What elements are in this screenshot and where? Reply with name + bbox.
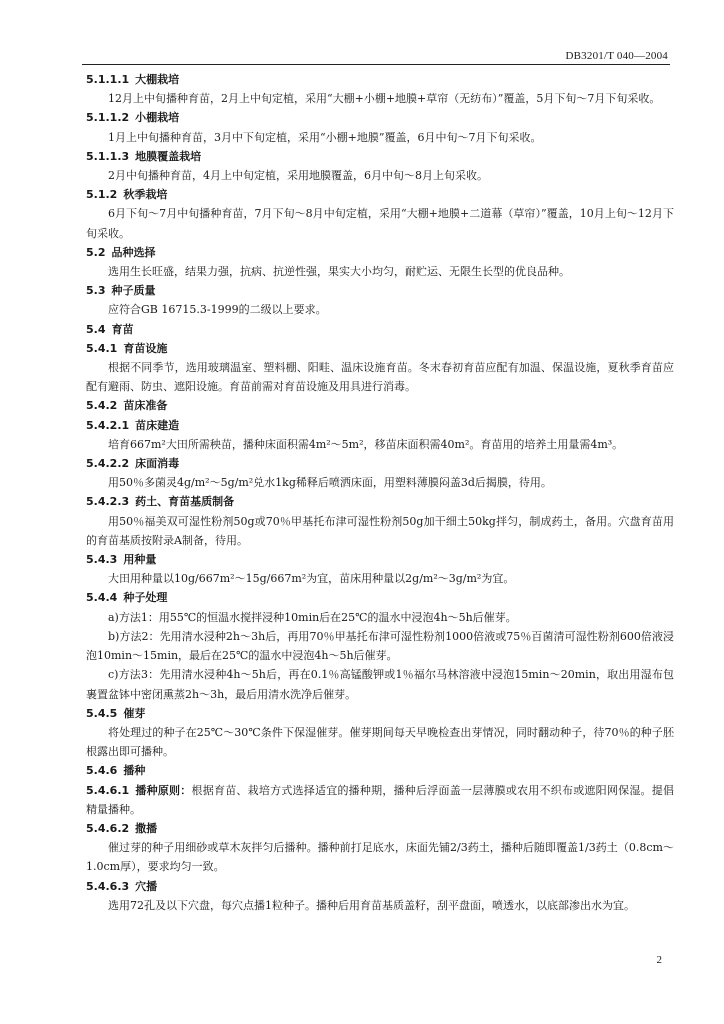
section-number: 5.1.1.2 — [86, 111, 130, 125]
section-title: 育苗 — [111, 322, 134, 336]
section-number: 5.4.3 — [86, 553, 118, 567]
paragraph: 培育667m²大田所需秧苗，播种床面积需4m²～5m²，移苗床面积需40m²。育苗用的培养土用量需4m³。 — [108, 437, 624, 451]
paragraph: 根据不同季节，选用玻璃温室、塑料棚、阳畦、温床设施育苗。冬末春初育苗应配有加温、保温设施，夏秋季育苗应配有避雨、防虫、遮阳设施。育苗前需对育苗设施及用具进行消毒。 — [86, 361, 674, 394]
run-in-heading-paragraph — [86, 781, 674, 819]
section-number: 5.1.1.1 — [86, 73, 130, 86]
section-title: 撒播 — [135, 821, 158, 835]
paragraph: 应符合GB 16715.3-1999的二级以上要求。 — [108, 303, 327, 317]
section-heading — [86, 588, 674, 607]
section-heading — [86, 704, 674, 723]
section-title: 用种量 — [123, 553, 157, 567]
section-title: 品种选择 — [111, 245, 156, 259]
section-number: 5.4.6.2 — [86, 821, 130, 835]
paragraph: 用50％福美双可湿性粉剂50g或70％甲基托布津可湿性粉剂50g加干细土50kg拌匀，制成药土，备用。穴盘育苗用的育苗基质按附录A制备，待用。 — [86, 514, 674, 547]
section-title: 床面消毒 — [135, 457, 180, 471]
paragraph: b)方法2：先用清水浸种2h～3h后，再用70％甲基托布津可湿性粉剂1000倍液或75％百菌清可湿性粉剂600倍液浸泡10min～15min，最后在25℃的温水中浸泡4h～5h后催芽。 — [86, 629, 674, 663]
section-number: 5.3 — [86, 284, 106, 298]
section-number: 5.4.2.3 — [86, 495, 130, 509]
section-heading — [86, 416, 674, 435]
paragraph: 大田用种量以10g/667m²～15g/667m²为宜，苗床用种量以2g/m²～3g/m²为宜。 — [108, 572, 515, 586]
paragraph: 用50％多菌灵4g/m²～5g/m²兑水1kg稀释后喷洒床面，用塑料薄膜闷盖3d后揭膜，待用。 — [108, 476, 552, 490]
paragraph: 催过芽的种子用细砂或草木灰拌匀后播种。播种前打足底水，床面先铺2/3药土，播种后随即覆盖1/3药土（0.8cm～1.0cm厚），要求均匀一致。 — [86, 841, 674, 874]
section-number: 5.4.4 — [86, 591, 118, 605]
section-number: 5.4.6.3 — [86, 879, 130, 893]
paragraph: 将处理过的种子在25℃～30℃条件下保湿催芽。催芽期间每天早晚检查出芽情况，同时翻动种子，待70％的种子胚根露出即可播种。 — [86, 725, 674, 759]
section-number: 5.4.5 — [86, 706, 118, 720]
section-heading — [86, 877, 674, 896]
section-title: 小棚栽培 — [135, 111, 180, 125]
header-divider — [82, 64, 670, 65]
section-number: 5.4.2.2 — [86, 457, 130, 471]
section-title: 药土、育苗基质制备 — [135, 495, 235, 509]
section-title: 播种原则： — [135, 783, 192, 797]
section-heading — [86, 281, 674, 300]
section-title: 穴播 — [135, 879, 158, 893]
section-heading — [86, 147, 674, 166]
page-number: 2 — [656, 954, 662, 966]
paragraph: 1月上中旬播种育苗，3月中下旬定植，采用“小棚+地膜”覆盖，6月中旬～7月下旬采收。 — [108, 130, 542, 144]
paragraph: 2月中旬播种育苗，4月上中旬定植，采用地膜覆盖，6月中旬～8月上旬采收。 — [108, 169, 488, 183]
section-heading — [86, 761, 674, 780]
section-heading — [86, 339, 674, 358]
section-number: 5.4.2.1 — [86, 418, 130, 432]
section-number: 5.4.1 — [86, 341, 118, 355]
paragraph: a)方法1：用55℃的恒温水搅拌浸种10min后在25℃的温水中浸泡4h～5h后催芽。 — [108, 610, 517, 624]
standard-code: DB3201/T 040—2004 — [565, 50, 668, 62]
section-number: 5.4 — [86, 322, 106, 336]
section-heading — [86, 108, 674, 127]
section-heading — [86, 819, 674, 838]
section-title: 地膜覆盖栽培 — [135, 149, 202, 163]
section-heading — [86, 396, 674, 415]
section-number: 5.4.6 — [86, 764, 118, 778]
section-heading — [86, 492, 674, 511]
section-heading — [86, 320, 674, 339]
section-number: 5.4.6.1 — [86, 783, 130, 797]
section-heading — [86, 454, 674, 473]
section-heading — [86, 784, 192, 797]
paragraph: 选用72孔及以下穴盘，每穴点播1粒种子。播种后用育苗基质盖籽，刮平盘面，喷透水，以底部渗出水为宜。 — [108, 898, 635, 912]
section-title: 播种 — [123, 764, 146, 778]
paragraph: 选用生长旺盛，结果力强，抗病、抗逆性强，果实大小均匀，耐贮运、无限生长型的优良品种。 — [108, 265, 570, 279]
paragraph: c)方法3：先用清水浸种4h～5h后，再在0.1％高锰酸钾或1％福尔马林溶液中浸泡15min～20min，取出用湿布包裹置盆钵中密闭熏蒸2h～3h，最后用清水洗净后催芽。 — [86, 668, 674, 701]
section-heading — [86, 70, 674, 89]
section-number: 5.1.1.3 — [86, 149, 130, 163]
section-title: 育苗设施 — [123, 341, 168, 355]
section-heading — [86, 550, 674, 569]
section-title: 催芽 — [123, 706, 146, 720]
paragraph: 6月下旬～7月中旬播种育苗，7月下旬～8月中旬定植，采用“大棚+地膜+二道幕（草帘）”覆盖，10月上旬～12月下旬采收。 — [86, 207, 674, 240]
section-title: 苗床建造 — [135, 418, 180, 432]
section-number: 5.4.2 — [86, 399, 118, 413]
section-heading — [86, 243, 674, 262]
paragraph-text: 根据育苗、栽培方式选择适宜的播种期，播种后浮面盖一层薄膜或农用不织布或遮阳网保湿。提倡精量播种。 — [86, 783, 675, 816]
section-title: 秋季栽培 — [123, 188, 168, 202]
section-number: 5.2 — [86, 245, 106, 259]
section-title: 种子处理 — [123, 591, 168, 605]
section-heading — [86, 185, 674, 204]
document-body — [86, 70, 674, 915]
paragraph: 12月上中旬播种育苗，2月上中旬定植，采用“大棚+小棚+地膜+草帘（无纺布）”覆盖，5月下旬～7月下旬采收。 — [108, 92, 661, 106]
section-number: 5.1.2 — [86, 188, 118, 202]
section-title: 大棚栽培 — [135, 73, 180, 86]
section-title: 苗床准备 — [123, 399, 168, 413]
section-title: 种子质量 — [111, 284, 156, 298]
